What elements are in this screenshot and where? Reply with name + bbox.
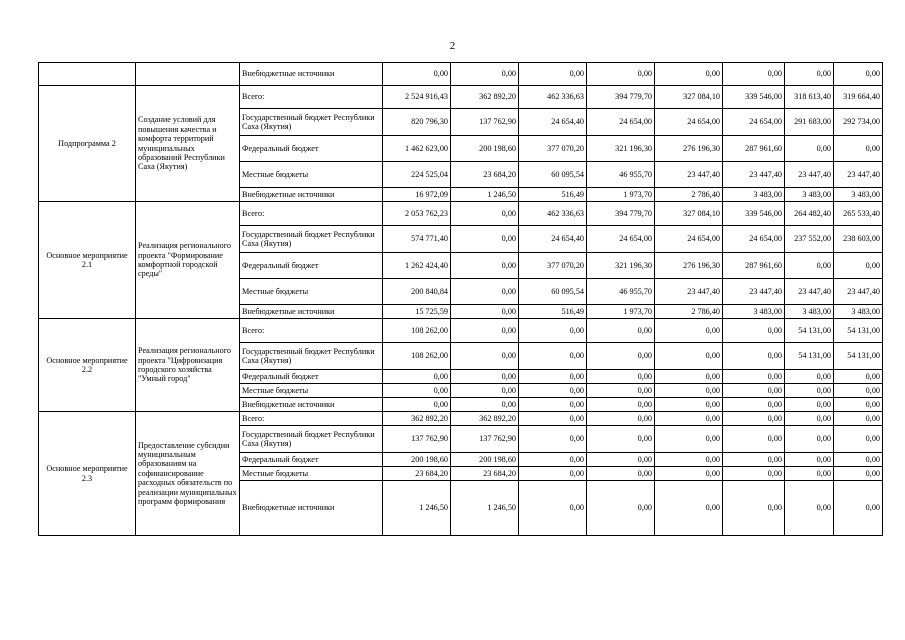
budget-table-body: [39, 63, 883, 536]
amount-cell: 0,00: [723, 426, 785, 453]
amount-cell: 292 734,00: [834, 109, 883, 136]
table-row: [39, 412, 883, 426]
amount-cell: 462 336,63: [519, 86, 587, 109]
amount-cell: 0,00: [519, 398, 587, 412]
amount-cell: 0,00: [587, 412, 655, 426]
amount-cell: 24 654,00: [655, 109, 723, 136]
amount-cell: 0,00: [723, 412, 785, 426]
amount-cell: 0,00: [723, 343, 785, 370]
budget-table: [38, 62, 883, 536]
program-desc-cell: Создание условий для повышения качества и комфорта территорий муниципальных образований Республики Саха (Якутия): [136, 86, 240, 202]
amount-cell: 0,00: [723, 467, 785, 481]
amount-cell: 0,00: [451, 305, 519, 319]
funding-source-cell: Внебюджетные источники: [240, 305, 383, 319]
funding-source-cell: Местные бюджеты: [240, 467, 383, 481]
amount-cell: 60 095,54: [519, 162, 587, 188]
amount-cell: 16 972,09: [383, 188, 451, 202]
amount-cell: 0,00: [451, 226, 519, 253]
amount-cell: 0,00: [451, 279, 519, 305]
funding-source-cell: Всего:: [240, 412, 383, 426]
amount-cell: 3 483,00: [723, 188, 785, 202]
amount-cell: 0,00: [383, 63, 451, 86]
program-name-cell: Подпрограмма 2: [39, 86, 136, 202]
amount-cell: 321 196,30: [587, 253, 655, 279]
amount-cell: 23 684,20: [383, 467, 451, 481]
amount-cell: 318 613,40: [785, 86, 834, 109]
amount-cell: 0,00: [451, 319, 519, 343]
amount-cell: 224 525,04: [383, 162, 451, 188]
page-number: 2: [449, 40, 456, 52]
amount-cell: 24 654,00: [655, 226, 723, 253]
amount-cell: 24 654,00: [723, 226, 785, 253]
funding-source-cell: Местные бюджеты: [240, 279, 383, 305]
amount-cell: 0,00: [519, 384, 587, 398]
funding-source-cell: Федеральный бюджет: [240, 253, 383, 279]
amount-cell: 108 262,00: [383, 319, 451, 343]
program-name-cell: Основное мероприятие 2.3: [39, 412, 136, 536]
amount-cell: 0,00: [655, 467, 723, 481]
amount-cell: 200 198,60: [383, 453, 451, 467]
funding-source-cell: Местные бюджеты: [240, 384, 383, 398]
amount-cell: 137 762,90: [451, 109, 519, 136]
amount-cell: 516,49: [519, 188, 587, 202]
amount-cell: 574 771,40: [383, 226, 451, 253]
amount-cell: 137 762,90: [383, 426, 451, 453]
amount-cell: 2 786,40: [655, 188, 723, 202]
amount-cell: 0,00: [451, 398, 519, 412]
amount-cell: 394 779,70: [587, 202, 655, 226]
amount-cell: 23 447,40: [785, 279, 834, 305]
amount-cell: 339 546,00: [723, 86, 785, 109]
amount-cell: 108 262,00: [383, 343, 451, 370]
amount-cell: 0,00: [785, 136, 834, 162]
amount-cell: 0,00: [834, 412, 883, 426]
amount-cell: 0,00: [834, 398, 883, 412]
table-row: [39, 63, 883, 86]
amount-cell: 0,00: [587, 370, 655, 384]
amount-cell: 3 483,00: [723, 305, 785, 319]
amount-cell: 0,00: [834, 370, 883, 384]
amount-cell: 276 196,30: [655, 136, 723, 162]
funding-source-cell: Всего:: [240, 202, 383, 226]
amount-cell: 1 262 424,40: [383, 253, 451, 279]
amount-cell: 23 684,20: [451, 162, 519, 188]
amount-cell: 0,00: [785, 384, 834, 398]
funding-source-cell: Федеральный бюджет: [240, 136, 383, 162]
amount-cell: 0,00: [785, 370, 834, 384]
program-desc-cell: Предоставление субсидии муниципальным образованиям на софинансирование расходных обязательств по реализации муниципальных программ формирования: [136, 412, 240, 536]
amount-cell: 54 131,00: [785, 343, 834, 370]
funding-source-cell: Всего:: [240, 86, 383, 109]
amount-cell: 319 664,40: [834, 86, 883, 109]
amount-cell: 0,00: [655, 343, 723, 370]
amount-cell: 0,00: [519, 412, 587, 426]
amount-cell: 3 483,00: [785, 305, 834, 319]
amount-cell: 0,00: [723, 453, 785, 467]
funding-source-cell: Всего:: [240, 319, 383, 343]
amount-cell: 23 447,40: [785, 162, 834, 188]
amount-cell: 0,00: [519, 453, 587, 467]
amount-cell: 137 762,90: [451, 426, 519, 453]
program-desc-cell: Реализация регионального проекта "Формирование комфортной городской среды": [136, 202, 240, 319]
amount-cell: 0,00: [451, 370, 519, 384]
program-name-cell: Основное мероприятие 2.1: [39, 202, 136, 319]
amount-cell: 237 552,00: [785, 226, 834, 253]
amount-cell: 23 684,20: [451, 467, 519, 481]
amount-cell: 0,00: [587, 481, 655, 536]
amount-cell: 0,00: [451, 63, 519, 86]
amount-cell: 0,00: [519, 370, 587, 384]
funding-source-cell: Местные бюджеты: [240, 162, 383, 188]
amount-cell: 24 654,40: [519, 226, 587, 253]
amount-cell: 0,00: [723, 384, 785, 398]
amount-cell: 238 603,00: [834, 226, 883, 253]
amount-cell: 0,00: [451, 343, 519, 370]
amount-cell: 0,00: [834, 136, 883, 162]
amount-cell: 0,00: [587, 467, 655, 481]
funding-source-cell: Внебюджетные источники: [240, 188, 383, 202]
amount-cell: 0,00: [834, 63, 883, 86]
amount-cell: 46 955,70: [587, 162, 655, 188]
amount-cell: 462 336,63: [519, 202, 587, 226]
amount-cell: 1 462 623,00: [383, 136, 451, 162]
amount-cell: 0,00: [785, 412, 834, 426]
funding-source-cell: Федеральный бюджет: [240, 453, 383, 467]
amount-cell: 820 796,30: [383, 109, 451, 136]
amount-cell: 0,00: [655, 370, 723, 384]
amount-cell: 0,00: [834, 384, 883, 398]
amount-cell: 516,49: [519, 305, 587, 319]
amount-cell: 46 955,70: [587, 279, 655, 305]
funding-source-cell: Государственный бюджет Республики Саха (Якутия): [240, 226, 383, 253]
amount-cell: 0,00: [587, 343, 655, 370]
funding-source-cell: Внебюджетные источники: [240, 398, 383, 412]
amount-cell: 339 546,00: [723, 202, 785, 226]
amount-cell: 291 683,00: [785, 109, 834, 136]
amount-cell: 0,00: [451, 202, 519, 226]
amount-cell: 1 973,70: [587, 188, 655, 202]
amount-cell: 24 654,00: [587, 226, 655, 253]
amount-cell: 2 053 762,23: [383, 202, 451, 226]
funding-source-cell: Федеральный бюджет: [240, 370, 383, 384]
amount-cell: 377 070,20: [519, 253, 587, 279]
program-desc-cell: Реализация регионального проекта "Цифровизация городского хозяйства "Умный город": [136, 319, 240, 412]
amount-cell: 0,00: [519, 63, 587, 86]
amount-cell: 0,00: [587, 398, 655, 412]
amount-cell: 0,00: [723, 319, 785, 343]
amount-cell: 276 196,30: [655, 253, 723, 279]
amount-cell: 0,00: [723, 370, 785, 384]
amount-cell: 0,00: [655, 384, 723, 398]
amount-cell: 23 447,40: [655, 162, 723, 188]
amount-cell: 2 524 916,43: [383, 86, 451, 109]
amount-cell: 54 131,00: [785, 319, 834, 343]
amount-cell: 1 246,50: [451, 188, 519, 202]
amount-cell: 0,00: [587, 384, 655, 398]
amount-cell: 15 725,59: [383, 305, 451, 319]
amount-cell: 1 246,50: [451, 481, 519, 536]
amount-cell: 54 131,00: [834, 319, 883, 343]
amount-cell: 3 483,00: [785, 188, 834, 202]
amount-cell: 24 654,00: [587, 109, 655, 136]
amount-cell: 60 095,54: [519, 279, 587, 305]
amount-cell: 0,00: [587, 63, 655, 86]
amount-cell: 0,00: [785, 481, 834, 536]
amount-cell: 200 198,60: [451, 136, 519, 162]
amount-cell: 24 654,40: [519, 109, 587, 136]
program-desc-cell: [136, 63, 240, 86]
amount-cell: 23 447,40: [834, 279, 883, 305]
amount-cell: 287 961,60: [723, 253, 785, 279]
amount-cell: 0,00: [785, 453, 834, 467]
amount-cell: 23 447,40: [723, 162, 785, 188]
amount-cell: 362 892,20: [383, 412, 451, 426]
amount-cell: 394 779,70: [587, 86, 655, 109]
funding-source-cell: Государственный бюджет Республики Саха (Якутия): [240, 426, 383, 453]
amount-cell: 0,00: [785, 467, 834, 481]
amount-cell: 0,00: [587, 426, 655, 453]
amount-cell: 0,00: [834, 467, 883, 481]
amount-cell: 23 447,40: [655, 279, 723, 305]
funding-source-cell: Внебюджетные источники: [240, 63, 383, 86]
amount-cell: 0,00: [519, 343, 587, 370]
amount-cell: 0,00: [785, 398, 834, 412]
amount-cell: 200 840,84: [383, 279, 451, 305]
amount-cell: 0,00: [519, 319, 587, 343]
amount-cell: 0,00: [723, 481, 785, 536]
amount-cell: 23 447,40: [723, 279, 785, 305]
amount-cell: 0,00: [723, 398, 785, 412]
amount-cell: 3 483,00: [834, 305, 883, 319]
amount-cell: 265 533,40: [834, 202, 883, 226]
amount-cell: 1 246,50: [383, 481, 451, 536]
amount-cell: 321 196,30: [587, 136, 655, 162]
amount-cell: 0,00: [587, 453, 655, 467]
amount-cell: 0,00: [655, 453, 723, 467]
amount-cell: 0,00: [587, 319, 655, 343]
funding-source-cell: Государственный бюджет Республики Саха (Якутия): [240, 343, 383, 370]
amount-cell: 0,00: [519, 426, 587, 453]
amount-cell: 264 482,40: [785, 202, 834, 226]
table-row: [39, 319, 883, 343]
amount-cell: 0,00: [383, 370, 451, 384]
amount-cell: 0,00: [519, 481, 587, 536]
table-row: [39, 202, 883, 226]
amount-cell: 362 892,20: [451, 412, 519, 426]
amount-cell: 54 131,00: [834, 343, 883, 370]
amount-cell: 0,00: [723, 63, 785, 86]
amount-cell: 23 447,40: [834, 162, 883, 188]
amount-cell: 200 198,60: [451, 453, 519, 467]
amount-cell: 0,00: [785, 63, 834, 86]
amount-cell: 0,00: [451, 253, 519, 279]
amount-cell: 0,00: [785, 426, 834, 453]
amount-cell: 377 070,20: [519, 136, 587, 162]
table-row: [39, 86, 883, 109]
amount-cell: 0,00: [655, 319, 723, 343]
amount-cell: 0,00: [834, 453, 883, 467]
funding-source-cell: Государственный бюджет Республики Саха (Якутия): [240, 109, 383, 136]
amount-cell: 24 654,00: [723, 109, 785, 136]
amount-cell: 0,00: [655, 412, 723, 426]
amount-cell: 0,00: [834, 253, 883, 279]
amount-cell: 327 084,10: [655, 86, 723, 109]
amount-cell: 0,00: [785, 253, 834, 279]
amount-cell: 0,00: [451, 384, 519, 398]
amount-cell: 362 892,20: [451, 86, 519, 109]
amount-cell: 3 483,00: [834, 188, 883, 202]
amount-cell: 0,00: [383, 398, 451, 412]
amount-cell: 0,00: [655, 63, 723, 86]
amount-cell: 0,00: [519, 467, 587, 481]
amount-cell: 327 084,10: [655, 202, 723, 226]
amount-cell: 1 973,70: [587, 305, 655, 319]
amount-cell: 287 961,60: [723, 136, 785, 162]
amount-cell: 0,00: [655, 481, 723, 536]
amount-cell: 0,00: [655, 398, 723, 412]
amount-cell: 0,00: [655, 426, 723, 453]
program-name-cell: [39, 63, 136, 86]
funding-source-cell: Внебюджетные источники: [240, 481, 383, 536]
amount-cell: 0,00: [834, 481, 883, 536]
program-name-cell: Основное мероприятие 2.2: [39, 319, 136, 412]
amount-cell: 0,00: [834, 426, 883, 453]
amount-cell: 2 786,40: [655, 305, 723, 319]
amount-cell: 0,00: [383, 384, 451, 398]
